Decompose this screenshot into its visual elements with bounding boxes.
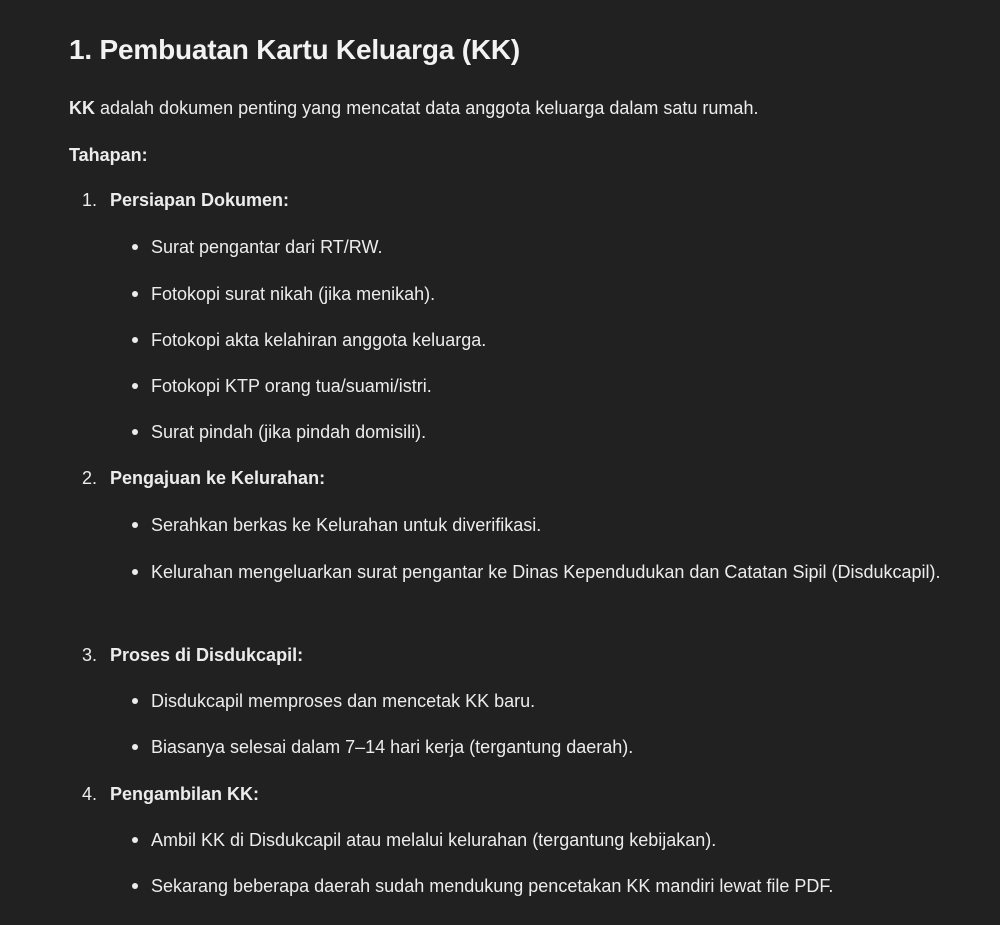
step-4-title bbox=[69, 780, 259, 808]
list-item: Surat pengantar dari RT/RW. bbox=[151, 237, 383, 257]
step-1-label: Persiapan Dokumen: bbox=[110, 190, 290, 210]
list-item: Fotokopi KTP orang tua/suami/istri. bbox=[151, 376, 432, 396]
step-4-number: 4. bbox=[81, 784, 97, 804]
list-item: Fotokopi akta kelahiran anggota keluarga. bbox=[151, 330, 487, 350]
step-2-label: Pengajuan ke Kelurahan: bbox=[110, 468, 326, 488]
step-1-number: 1. bbox=[81, 190, 97, 210]
step-3-number: 3. bbox=[81, 645, 97, 665]
intro-text: adalah dokumen penting yang mencatat data anggota keluarga dalam satu rumah. bbox=[95, 98, 759, 118]
step-1-title bbox=[69, 186, 289, 214]
document-title: 1. Pembuatan Kartu Keluarga (KK) bbox=[69, 34, 521, 65]
section-label: Tahapan: bbox=[69, 145, 148, 165]
list-item: Fotokopi surat nikah (jika menikah). bbox=[151, 284, 436, 304]
list-item: Disdukcapil memproses dan mencetak KK baru. bbox=[151, 691, 536, 711]
step-4-label: Pengambilan KK: bbox=[110, 784, 260, 804]
step-3-label: Proses di Disdukcapil: bbox=[110, 645, 304, 665]
step-2-number: 2. bbox=[81, 468, 97, 488]
list-item: Kelurahan mengeluarkan surat pengantar ke Dinas Kependudukan dan Catatan Sipil (Disdukcapil). bbox=[151, 562, 941, 582]
intro-bold-term: KK bbox=[69, 98, 95, 118]
step-3-title bbox=[69, 641, 303, 669]
step-2-title bbox=[69, 464, 325, 492]
list-item: Ambil KK di Disdukcapil atau melalui kelurahan (tergantung kebijakan). bbox=[151, 830, 717, 850]
list-item: Surat pindah (jika pindah domisili). bbox=[151, 422, 427, 442]
list-item: Serahkan berkas ke Kelurahan untuk diverifikasi. bbox=[151, 515, 542, 535]
intro-paragraph bbox=[69, 94, 758, 122]
list-item: Biasanya selesai dalam 7–14 hari kerja (tergantung daerah). bbox=[151, 737, 634, 757]
list-item: Sekarang beberapa daerah sudah mendukung pencetakan KK mandiri lewat file PDF. bbox=[151, 876, 834, 896]
